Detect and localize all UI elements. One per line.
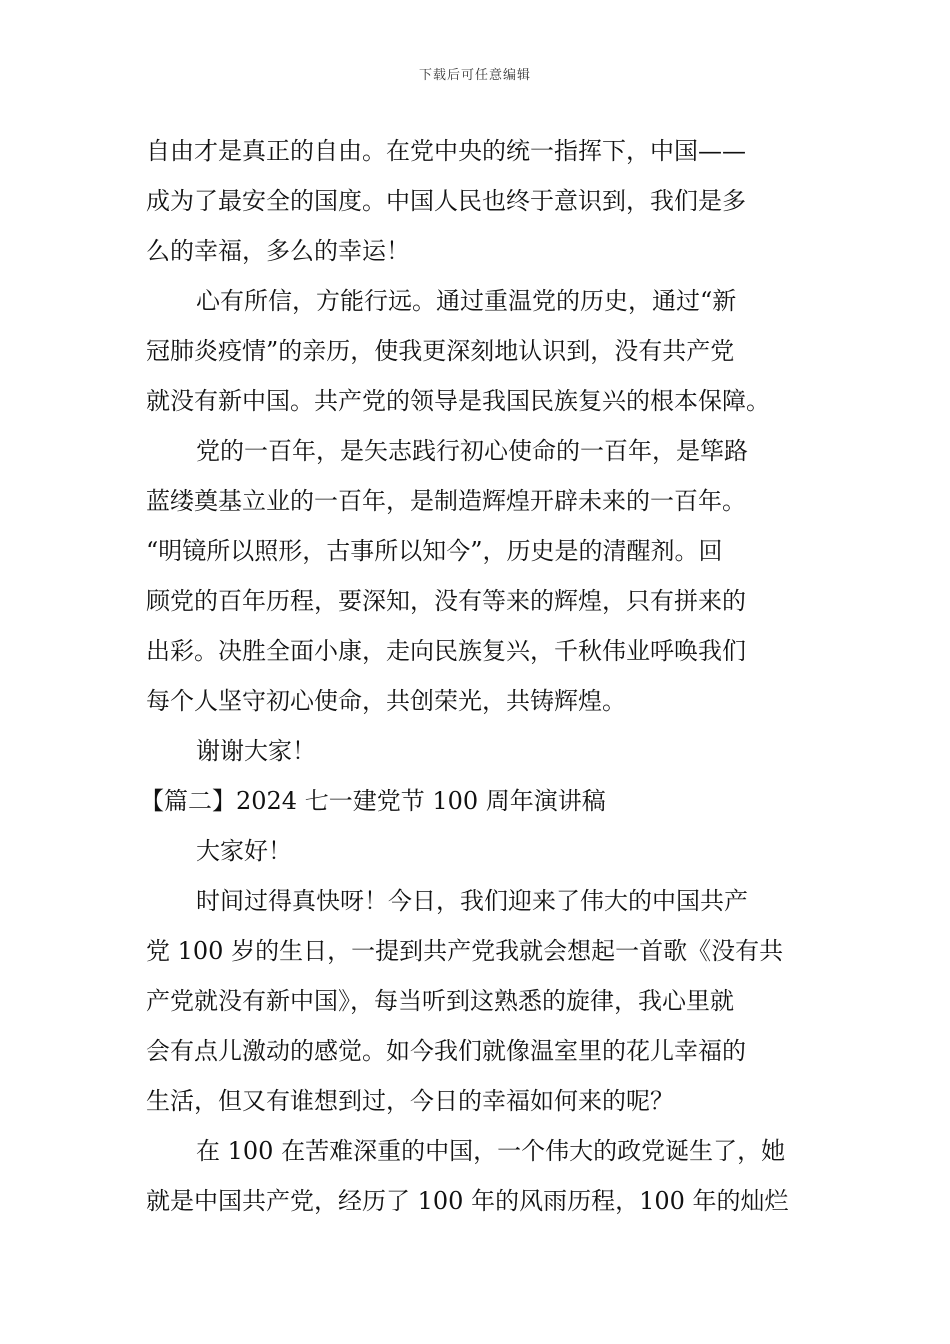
paragraph-line: 顾党的百年历程，要深知，没有等来的辉煌，只有拼来的 [146,587,746,615]
paragraph-line: 党 100 岁的生日，一提到共产党我就会想起一首歌《没有共 [146,937,784,965]
section-heading [140,776,806,826]
paragraph [146,876,806,1126]
paragraph-line: 蓝缕奠基立业的一百年，是制造辉煌开辟未来的一百年。 [146,487,746,515]
paragraph-line: 党的一百年，是矢志践行初心使命的一百年，是筚路 [196,437,748,465]
paragraph [146,726,806,776]
paragraph-line: 成为了最安全的国度。中国人民也终于意识到，我们是多 [146,187,746,215]
paragraph-line: 生活，但又有谁想到过，今日的幸福如何来的呢？ [146,1087,674,1115]
section-heading-text: 【篇二】2024 七一建党节 100 周年演讲稿 [140,787,606,815]
paragraph [146,1126,806,1226]
paragraph-line: 冠肺炎疫情”的亲历，使我更深刻地认识到，没有共产党 [146,337,735,365]
paragraph-line: 产党就没有新中国》，每当听到这熟悉的旋律，我心里就 [146,987,734,1015]
paragraph-line: 谢谢大家！ [196,737,316,765]
document-body [140,126,806,1226]
paragraph-line: 在 100 在苦难深重的中国，一个伟大的政党诞生了，她 [196,1137,786,1165]
paragraph [146,126,806,276]
paragraph [146,426,806,726]
paragraph-line: “明镜所以照形，古事所以知今”，历史是的清醒剂。回 [146,537,723,565]
paragraph-line: 出彩。决胜全面小康，走向民族复兴，千秋伟业呼唤我们 [146,637,746,665]
paragraph-line: 每个人坚守初心使命，共创荣光，共铸辉煌。 [146,687,626,715]
paragraph-line: 心有所信，方能行远。通过重温党的历史，通过“新 [196,287,737,315]
paragraph-line: 就是中国共产党，经历了 100 年的风雨历程，100 年的灿烂 [146,1187,789,1215]
paragraph [146,826,806,876]
paragraph-line: 时间过得真快呀！今日，我们迎来了伟大的中国共产 [196,887,748,915]
page-header-note: 下载后可任意编辑 [418,68,531,83]
paragraph [146,276,806,426]
paragraph-line: 自由才是真正的自由。在党中央的统一指挥下，中国—— [146,137,746,165]
paragraph-line: 么的幸福，多么的幸运！ [146,237,410,265]
paragraph-line: 会有点儿激动的感觉。如今我们就像温室里的花儿幸福的 [146,1037,746,1065]
paragraph-line: 大家好！ [196,837,292,865]
paragraph-line: 就没有新中国。共产党的领导是我国民族复兴的根本保障。 [146,387,770,415]
